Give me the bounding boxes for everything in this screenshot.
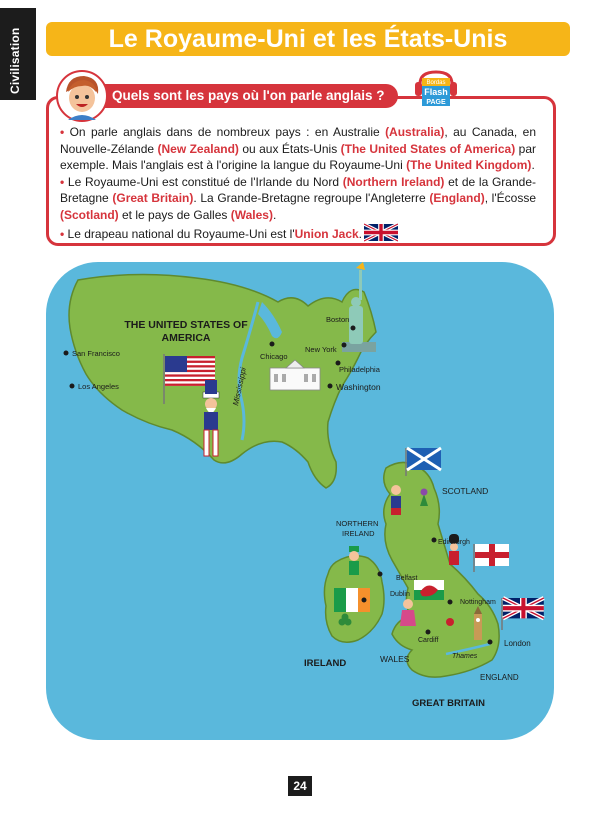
badge-middle-text: Flash [424,87,448,97]
city-nottingham: Nottingham [460,599,496,606]
city-los-angeles: Los Angeles [78,382,119,391]
city-cardiff: Cardiff [418,637,439,644]
question-text: Quels sont les pays où l'on parle anglais ? [112,88,385,103]
rose-icon [446,618,454,626]
city-san-francisco: San Francisco [72,349,120,358]
usa-title: THE UNITED STATES OF [124,319,248,331]
map-illustration [46,262,554,740]
region-england: ENGLAND [480,673,519,682]
city-chicago: Chicago [260,352,288,361]
city-new-york: New York [305,345,337,354]
city-boston: Boston [326,315,350,324]
page-title: Le Royaume-Uni et les États-Unis [108,25,508,53]
page-number: 24 [288,776,312,796]
region-great-britain: GREAT BRITAIN [412,698,486,709]
river-thames: Thames [452,653,478,660]
paragraph-1: • On parle anglais dans de nombreux pays : en Australie (Australia), au Canada, en Nouvelle-Zélande (New Zealand) ou aux États-Unis (The United States of America) par exemple. Mais l'anglais est à l'origine la langue du Royaume-Uni (The United Kingdom). [60,125,536,172]
city-philadelphia: Philadelphia [339,365,380,374]
city-london: London [504,639,531,648]
river-mississippi: Mississippi [231,366,248,407]
bagpiper-character-icon [391,485,401,515]
boy-avatar-icon [56,70,108,122]
region-northern-ireland-2: IRELAND [342,529,375,538]
badge-top-text: Bordas [426,80,446,86]
city-edinburgh: Edinburgh [438,539,470,546]
badge-bottom-text: PAGE [426,99,446,106]
section-tab-label: Civilisation [8,27,22,94]
region-scotland: SCOTLAND [442,486,489,496]
city-washington: Washington [336,382,381,392]
region-wales: WALES [380,654,410,664]
region-ireland: IRELAND [304,658,347,669]
flash-page-badge-icon [414,70,458,110]
paragraph-2: • Le Royaume-Uni est constitué de l'Irlande du Nord (Northern Ireland) et de la Grande-Bretagne (Great Britain). La Grande-Bretagne regroupe l'Angleterre (England), l'Écosse (Scotland) et le pays de Galles (Wales). [60,174,536,222]
union-jack-flag-icon [364,223,398,242]
question-banner [60,84,398,108]
city-dublin: Dublin [390,591,410,598]
title-banner [46,22,570,56]
region-northern-ireland: NORTHERN [336,519,379,528]
city-belfast: Belfast [396,575,418,582]
wales-flag-icon [414,580,444,600]
usa-title-2: AMERICA [161,332,211,344]
paragraph-3: • Le drapeau national du Royaume-Uni est l'Union Jack. [60,223,536,243]
section-tab [0,8,36,100]
info-text [60,124,536,243]
